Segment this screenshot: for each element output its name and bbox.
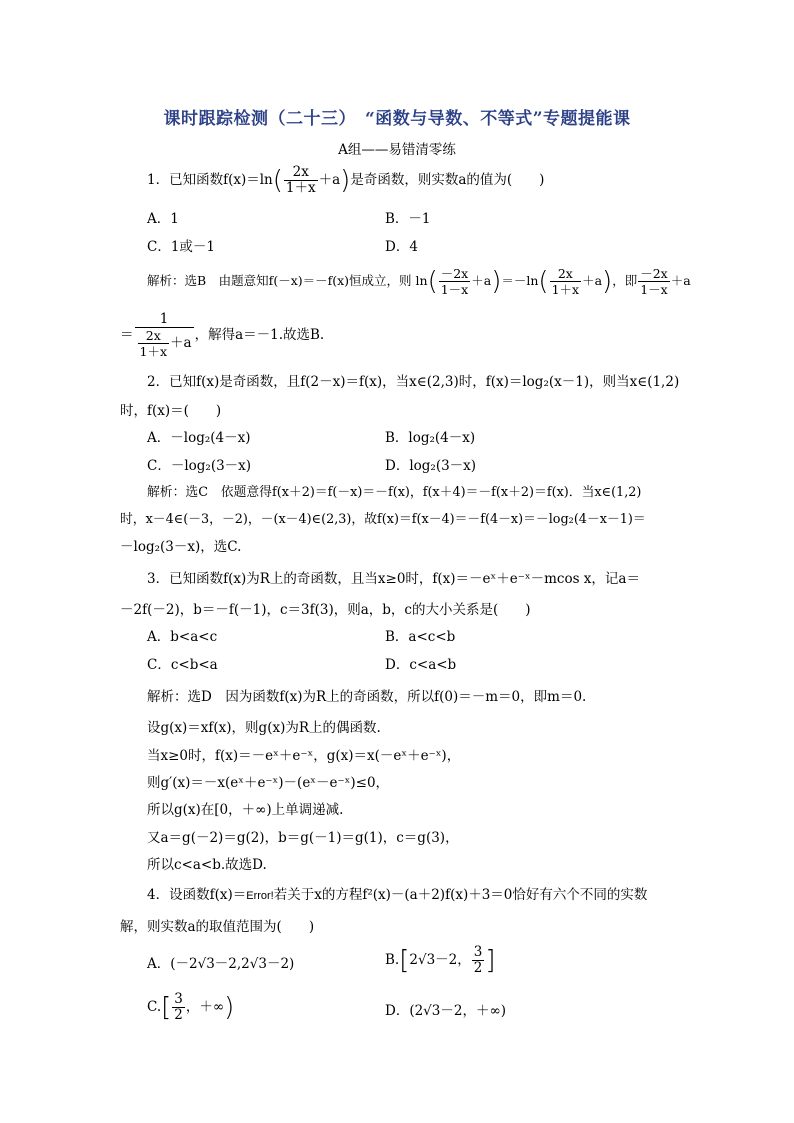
- q3-solution-line1: 解析：选D 因为函数f(x)为R上的奇函数，所以f(0)＝－m＝0，即m＝0.: [147, 689, 587, 705]
- q2-option-a: A．－log₂(4－x): [147, 430, 251, 446]
- q1-stem: 1．已知函数f(x)＝ln( $\frac{2x}{1+x}$ ＋a)是奇函数，则实数a的值为( ): [147, 164, 545, 196]
- group-heading: A组——易错清零练: [338, 142, 456, 158]
- q3-option-d: D．c<a<b: [385, 657, 457, 673]
- q2-option-d: D．log₂(3－x): [385, 458, 477, 474]
- q4-option-a: A．(－2√3－2,2√3－2): [147, 956, 295, 972]
- q4-option-c: C.[ $\frac{3}{2}$ ，＋∞): [147, 991, 235, 1023]
- q3-solution-line6: 又a＝g(－2)＝g(2)，b＝g(－1)＝g(1)，c＝g(3)，: [147, 830, 459, 846]
- q2-solution-line1: 解析：选C 依题意得f(x＋2)＝f(－x)＝－f(x)，f(x＋4)＝－f(x＋2)＝f(x)．当x∈(1,2): [147, 485, 642, 500]
- q4-stem-line2: 解，则实数a的取值范围为( ): [120, 919, 315, 935]
- q4-stem-line1: 4．设函数f(x)＝Error!若关于x的方程f²(x)－(a＋2)f(x)＋3＝0恰好有六个不同的实数: [147, 887, 648, 903]
- q4-option-d: D．(2√3－2，＋∞): [385, 1003, 506, 1019]
- q2-stem-line2: 时，f(x)＝( ): [120, 403, 222, 419]
- q3-solution-line7: 所以c<a<b.故选D.: [147, 857, 267, 873]
- q3-option-b: B．a<c<b: [385, 629, 456, 645]
- q3-solution-line4: 则g′(x)＝－x(eˣ＋e⁻ˣ)－(eˣ－e⁻ˣ)≤0，: [147, 775, 390, 791]
- q1-solution-line1: 解析：选B 由题意知f(－x)＝－f(x)恒成立，则 ln( $\frac{-2x}{1-x}$ ＋a)＝－ln( $\frac{2x}{1+x}$ ＋a)，即 $\frac{-2x}{1-x}$ ＋a: [147, 266, 691, 297]
- q1-option-a: A．1: [147, 211, 179, 227]
- q3-solution-line3: 当x≥0时，f(x)＝－eˣ＋e⁻ˣ，g(x)＝x(－eˣ＋e⁻ˣ)，: [147, 748, 461, 764]
- q3-option-a: A．b<a<c: [147, 629, 218, 645]
- q2-solution-line3: －log₂(3－x)，选C.: [120, 539, 242, 555]
- q2-stem-line1: 2．已知f(x)是奇函数，且f(2－x)＝f(x)，当x∈(2,3)时，f(x)＝log₂(x－1)，则当x∈(1,2): [147, 374, 680, 390]
- q3-solution-line5: 所以g(x)在[0，＋∞)上单调递减.: [147, 802, 344, 818]
- q3-stem-line1: 3．已知函数f(x)为R上的奇函数，且当x≥0时，f(x)＝－eˣ＋e⁻ˣ－mcos x，记a＝: [147, 571, 640, 587]
- q1-solution-line2: ＝ 1 $\frac{2x}{1+x}$ ＋a ，解得a＝－1.故选B.: [120, 311, 325, 359]
- q4-option-b: B.[2√3－2， $\frac{3}{2}$ ]: [385, 944, 496, 976]
- q1-fraction: $\frac{2x}{1+x}$: [285, 164, 316, 196]
- q1-option-b: B．－1: [385, 211, 431, 227]
- q1-option-d: D．4: [385, 239, 418, 255]
- q2-option-c: C．－log₂(3－x): [147, 458, 252, 474]
- q2-option-b: B．log₂(4－x): [385, 430, 476, 446]
- q3-solution-line2: 设g(x)＝xf(x)，则g(x)为R上的偶函数.: [147, 720, 381, 736]
- q1-option-c: C．1或－1: [147, 239, 216, 255]
- page-title: 课时跟踪检测（二十三） “函数与导数、不等式”专题提能课: [163, 109, 631, 129]
- error-placeholder: Error!: [246, 890, 274, 902]
- q3-option-c: C．c<b<a: [147, 657, 218, 673]
- q2-solution-line2: 时，x－4∈(－3，－2)，－(x－4)∈(2,3)，故f(x)＝f(x－4)＝－f(4－x)＝－log₂(4－x－1)＝: [120, 512, 646, 527]
- q3-stem-line2: －2f(－2)，b＝－f(－1)，c＝3f(3)，则a，b，c的大小关系是( ): [120, 602, 531, 618]
